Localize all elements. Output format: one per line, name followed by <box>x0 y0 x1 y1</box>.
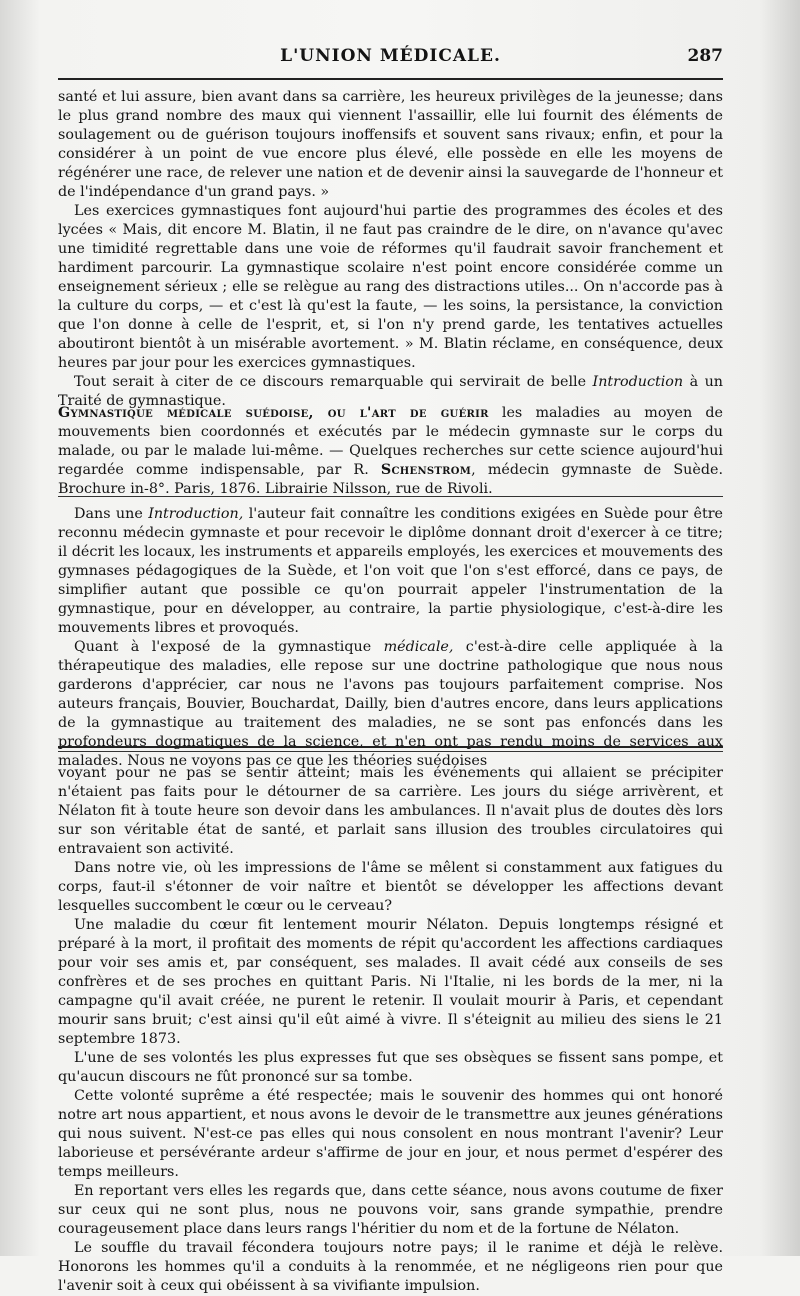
page-number: 287 <box>687 46 723 66</box>
paragraph: L'une de ses volontés les plus expresses fut que ses obsèques se fissent sans pompe, et qu'aucun discours ne fût prononcé sur sa tombe. <box>58 1050 723 1085</box>
paragraph: Les exercices gymnastiques font aujourd'hui partie des programmes des écoles et des lycées « Mais, dit encore M. Blatin, il ne faut pas craindre de le dire, on n'avance qu'avec une timidité regrettable dans une voie de réformes qu'il faudrait savoir franchement et hardiment parcourir. La gymnastique scolaire n'est point encore considérée comme un enseignement sérieux ; elle se relègue au rang des distractions utiles... On n'accorde pas à la culture du corps, — et c'est là qu'est la faute, — les soins, la persistance, la conviction que l'on donne à celle de l'esprit, et, si l'on n'y prend garde, les tentatives actuelles aboutiront bientôt à un misérable avortement. » M. Blatin réclame, en conséquence, deux heures par jour pour les exercices gymnastiques. <box>58 203 723 371</box>
text-run: Tout serait à citer de ce discours remarquable qui servirait de belle <box>74 374 593 390</box>
paragraph: santé et lui assure, bien avant dans sa carrière, les heureux privilèges de la jeunesse; dans le plus grand nombre des maux qui viennent l'assaillir, elle lui fournit des éléments de soulagement ou de guérison toujours inoffensifs et souvent sans rivaux; enfin, et pour la considérer à un point de vue encore plus élevé, elle possède en elle les moyens de régénérer une race, de relever une nation et de devenir ainsi la sauvegarde de l'honneur et de l'indépendance d'un grand pays. » <box>58 89 723 200</box>
book-title: Gymnastique médicale suédoise, ou l'art de guérir <box>58 405 489 421</box>
italic-title: Introduction <box>592 374 684 390</box>
book-author: Schenstrom <box>380 462 472 478</box>
text-run: c'est-à-dire celle appliquée à la thérapeutique des maladies, elle repose sur une doctrine pathologique que nous nous garderons d'apprécier, car nous ne l'avons pas toujours parfaitement comprise. Nos auteurs français, Bouvier, Bouchardat, Dailly, bien d'autres encore, dans leurs applications de la gymnastique au traitement des maladies, ne se sont pas enfoncés dans les profondeurs dogmatiques de la science, et n'en ont pas rendu moins de services aux malades. Nous ne voyons pas ce que les théories suédoises <box>58 639 724 769</box>
text-run: Dans une <box>74 506 149 522</box>
text-run: Quant à l'exposé de la gymnastique <box>74 639 384 655</box>
section-rule <box>58 496 723 497</box>
page-header <box>58 46 723 72</box>
paragraph: Cette volonté suprême a été respectée; mais le souvenir des hommes qui ont honoré notre art nous appartient, et nous avons le devoir de le transmettre aux jeunes générations qui nous suivent. N'est-ce pas elles qui nous consolent en nous montrant l'avenir? Leur laborieuse et persévérante ardeur s'affirme de jour en jour, et nous permet d'espérer des temps meilleurs. <box>58 1088 723 1180</box>
text-run: à un Traité de gymnastique. <box>58 374 723 409</box>
italic-term: médicale, <box>383 639 454 655</box>
text-run: l'auteur fait connaître les conditions exigées en Suède pour être reconnu médecin gymnaste et pour recevoir le diplôme donnant droit d'exercer à ce titre; il décrit les locaux, les instruments et appareils employés, les exercices et mouvements des gymnases pédagogiques de la Suède, et l'on voit que l'on s'est efforcé, dans ce pays, de simplifier autant que possible ce qu'on pourrait appeler l'instrumentation de la gymnastique, pour en développer, au contraire, la partie physiologique, c'est-à-dire les mouvements libres et provoqués. <box>58 506 723 636</box>
text-run: les maladies au moyen de mouvements bien coordonnés et exécutés par le médecin gymnaste sur le corps du malade, ou par le malade lui-même. — Quelques recherches sur cette science aujourd'hui regardée comme indispensable, par R. <box>58 405 723 478</box>
paragraph: En reportant vers elles les regards que, dans cette séance, nous avons coutume de fixer sur ceux qui ne sont plus, nous ne pouvons voir, sans grande sympathie, prendre courageusement place dans leurs rangs l'héritier du nom et de la fortune de Nélaton. <box>58 1183 723 1237</box>
running-title: L'UNION MÉDICALE. <box>280 46 501 66</box>
header-rule <box>58 78 723 80</box>
text-run: , médecin gymnaste de Suède. Brochure in-8°. Paris, 1876. Librairie Nilsson, rue de Rivoli. <box>58 462 723 497</box>
paragraph: Le souffle du travail fécondera toujours notre pays; il le ranime et déjà le relève. Honorons les hommes qu'il a conduits à la renommée, et ne négligeons rien pour que l'avenir soit à ceux qui obéissent à sa vivifiante impulsion. <box>58 1240 723 1294</box>
paragraph: voyant pour ne pas se sentir atteint; mais les événements qui allaient se précipiter n'étaient pas faits pour le détourner de sa carrière. Les jours du siége arrivèrent, et Nélaton fit à toute heure son devoir dans les ambulances. Il n'avait plus de doutes dès lors sur son véritable état de santé, et parlait sans illusion des troubles circulatoires qui entravaient son activité. <box>58 765 723 857</box>
italic-term: Introduction, <box>148 506 244 522</box>
paragraph <box>58 404 723 499</box>
paragraph <box>58 505 723 638</box>
review-text <box>58 505 723 771</box>
article-continuation <box>58 88 723 411</box>
feuilleton-rule-top <box>58 746 723 748</box>
feuilleton-rule-bottom <box>58 751 723 752</box>
bibliography-entry <box>58 404 723 499</box>
paragraph: Une maladie du cœur fit lentement mourir Nélaton. Depuis longtemps résigné et préparé à la mort, il profitait des moments de répit qu'accordent les affections cardiaques pour voir ses amis et, par conséquent, ses malades. Il avait cédé aux conseils de ses confrères et de ses proches en quittant Paris. Ni l'Italie, ni les bords de la mer, ni la campagne qu'il avait créée, ne purent le retenir. Il voulait mourir à Paris, et cependant mourir sans bruit; c'est ainsi qu'il eût aimé à vivre. Il s'éteignit au milieu des siens le 21 septembre 1873. <box>58 917 723 1047</box>
paragraph: Dans notre vie, où les impressions de l'âme se mêlent si constamment aux fatigues du corps, faut-il s'étonner de voir naître et bientôt se développer les affections devant lesquelles succombent le cœur ou le cerveau? <box>58 860 723 914</box>
feuilleton-text <box>58 764 723 1296</box>
